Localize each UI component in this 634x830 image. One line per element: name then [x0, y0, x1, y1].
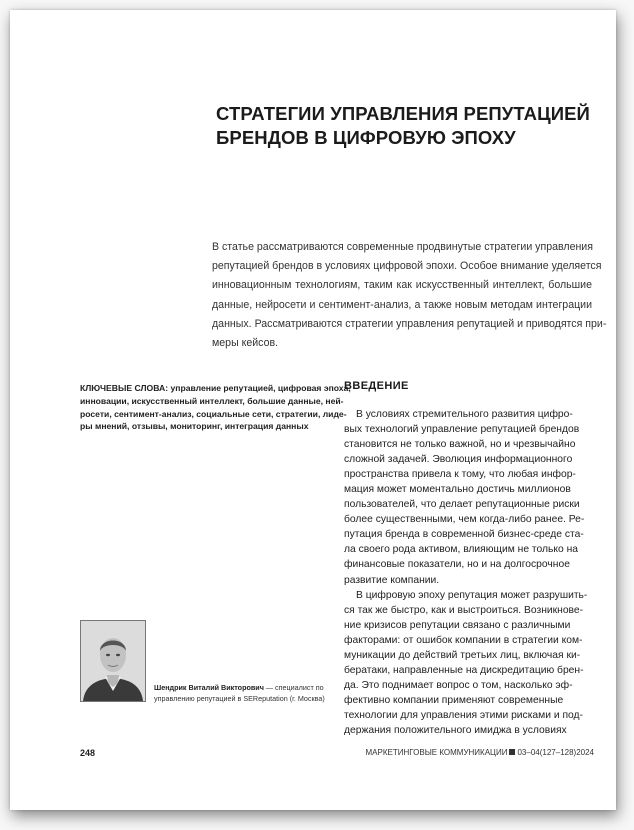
keywords-line: инновации, искусственный интеллект, большие данные, ней-	[80, 395, 344, 406]
body-line: держания положительного имиджа в условиях	[344, 724, 567, 736]
abstract	[212, 238, 607, 353]
section-heading: ВВЕДЕНИЕ	[344, 380, 409, 392]
square-separator-icon	[509, 749, 515, 755]
body-text	[344, 407, 596, 738]
body-line: да. Это поднимает вопрос о том, насколько эф-	[344, 679, 573, 691]
body-line: муникации до действий третьих лиц, включая ки-	[344, 649, 581, 661]
body-line: пространства привела к тому, что любая инфор-	[344, 469, 576, 481]
body-line: становится не только важной, но и чрезвычайно	[344, 439, 576, 451]
body-line: бератаки, направленные на дискредитацию брен-	[344, 664, 584, 676]
body-line: В условиях стремительного развития цифро-	[356, 409, 573, 420]
body-line: технологии для управления этими рисками и под-	[344, 709, 583, 721]
body-line: мация может моментально достичь миллионов	[344, 484, 571, 496]
body-line: ся так же быстро, как и выстроиться. Возникнове-	[344, 604, 584, 616]
abstract-line: инновационным технологиям, таким как искусственный интеллект, большие	[212, 279, 592, 292]
body-line: ние кризисов репутации связано с различными	[344, 619, 571, 631]
author-portrait-icon	[81, 621, 145, 701]
author-desc: — специалист по	[263, 683, 324, 692]
author-photo	[80, 620, 146, 702]
body-line: финансовые показатели, но и на долгосрочное	[344, 559, 570, 571]
keywords-line: росети, сентимент-анализ, социальные сети, стратегии, лиде-	[80, 408, 347, 419]
body-line: В цифровую эпоху репутация может разрушить-	[356, 589, 588, 601]
abstract-line: данных. Рассматриваются стратегии управления репутацией и приводятся при-	[212, 317, 607, 330]
body-line: более существенными, чем когда-либо ранее. Ре-	[344, 514, 585, 526]
abstract-line: данные, нейросети и сентимент-анализ, а также новым методам интеграции	[212, 298, 592, 311]
body-line: фективно компании применяют современные	[344, 694, 564, 706]
keywords-line: КЛЮЧЕВЫЕ СЛОВА: управление репутацией, цифровая эпоха,	[80, 383, 351, 393]
page-number: 248	[80, 748, 96, 758]
body-line: развитие компании.	[344, 574, 440, 586]
author-info	[154, 682, 334, 704]
author-name: Шендрик Виталий Викторович	[154, 683, 264, 692]
body-line: ла своего рода активом, влияющим не только на	[344, 544, 579, 556]
journal-page	[10, 10, 616, 810]
journal-name: МАРКЕТИНГОВЫЕ КОММУНИКАЦИИ	[365, 748, 508, 757]
keywords	[80, 382, 351, 433]
body-line: вых технологий управление репутацией брендов	[344, 424, 580, 436]
author-line	[154, 682, 334, 693]
author-line: управлению репутацией в SEReputation (г. Москва)	[154, 694, 325, 703]
body-line: факторами: от ошибок компании в стратегии ком-	[344, 634, 583, 646]
body-line: сложной задачей. Эволюция информационного	[344, 454, 573, 466]
article-title-line: БРЕНДОВ В ЦИФРОВУЮ ЭПОХУ	[216, 127, 516, 148]
article-title-line: СТРАТЕГИИ УПРАВЛЕНИЯ РЕПУТАЦИЕЙ	[216, 103, 590, 124]
journal-footer	[366, 748, 595, 757]
journal-issue: 03–04(127–128)2024	[517, 748, 594, 757]
article-title	[216, 102, 596, 150]
keywords-line: ры мнений, отзывы, мониторинг, интеграция данных	[80, 421, 309, 432]
abstract-line: В статье рассматриваются современные продвинутые стратегии управления	[212, 241, 593, 253]
abstract-line: меры кейсов.	[212, 337, 279, 350]
body-line: путация бренда в современной бизнес-среде ста-	[344, 529, 584, 541]
body-line: пользователей, что делает репутационные риски	[344, 499, 580, 511]
abstract-line: репутацией брендов в условиях цифровой эпохи. Особое внимание уделяется	[212, 260, 602, 273]
